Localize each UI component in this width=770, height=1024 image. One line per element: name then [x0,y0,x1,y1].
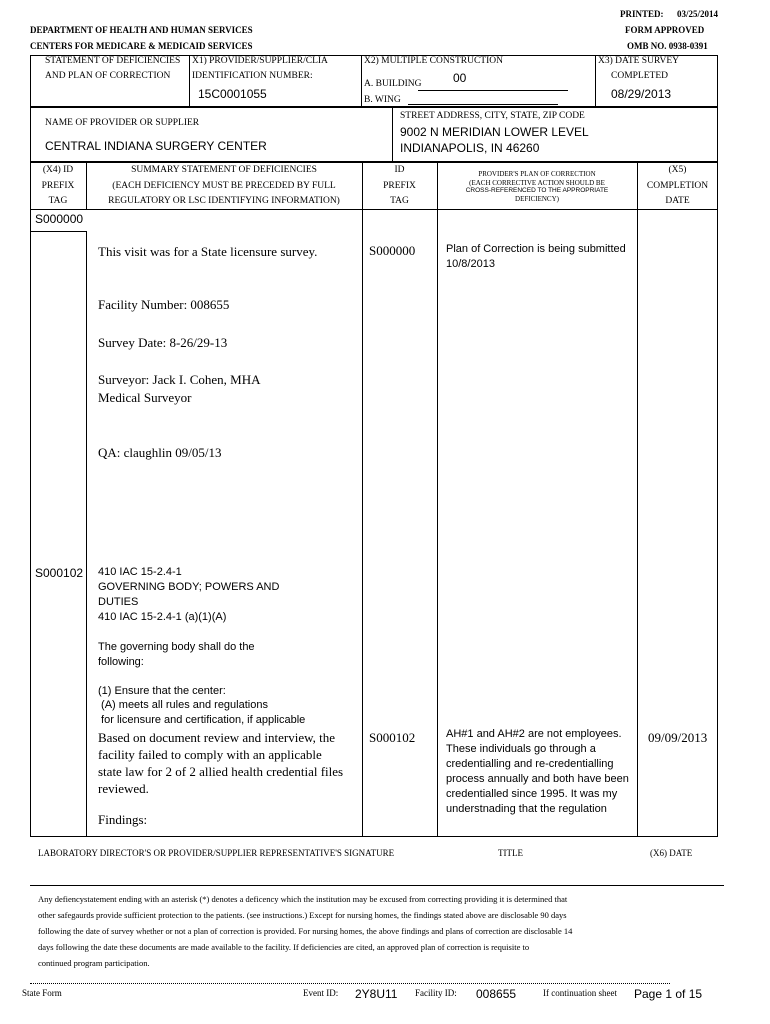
page-number: Page 1 of 15 [634,987,703,1001]
plan-label-4: DEFICIENCY) [515,195,559,203]
plan-label-1: PROVIDER'S PLAN OF CORRECTION [478,170,596,178]
facility-id-label: Facility ID: [415,988,457,998]
regulation-line-1: 410 IAC 15-2.4-1 [98,566,182,578]
provider-name-value: CENTRAL INDIANA SURGERY CENTER [45,139,267,153]
provider-id-value: 15C0001055 [198,87,267,101]
x2-label: X2) MULTIPLE CONSTRUCTION [364,56,503,66]
survey-completed-date: 08/29/2013 [611,87,672,101]
footnote-line-4: days following the date these documents are made available to the facility. If deficiencies are cited, an approved plan of correction is requisite to [38,942,530,952]
footnote-line-5: continued program participation. [38,958,150,968]
facility-id-value: 008655 [476,987,517,1001]
plan-text-1: Plan of Correction is being submitted 10/8/2013 [446,243,626,270]
x3-label-2: COMPLETED [611,71,668,81]
regulation-line-3: DUTIES [98,596,139,608]
disclaimer-footnote [38,891,718,971]
completion-date-s000102: 09/09/2013 [648,730,708,745]
ensure-line-3: for licensure and certification, if applicable [98,714,306,726]
based-on-text: Based on document review and interview, the facility failed to comply with an applicable state law for 2 of 2 allied health credential files reviewed. [98,730,344,796]
provider-name-label: NAME OF PROVIDER OR SUPPLIER [45,118,200,128]
plan-tag-s000000: S000000 [369,243,416,258]
x4-label-3: TAG [48,196,68,206]
event-id-label: Event ID: [303,988,339,998]
footnote-line-1: Any defiencystatement ending with an asterisk (*) denotes a deficency which the institution may be excused from correcting providing it is determined that [38,894,568,904]
id-label-1: ID [394,165,405,175]
centers-title: CENTERS FOR MEDICARE & MEDICAID SERVICES [30,41,253,51]
title-label: TITLE [498,848,523,858]
omb-number: OMB NO. 0938-0391 [627,41,708,51]
plan-tag-s000102: S000102 [369,730,416,745]
governing-body-text: The governing body shall do the following: [98,641,255,668]
regulation-line-2: GOVERNING BODY; POWERS AND [98,581,280,593]
regulation-line-4: 410 IAC 15-2.4-1 (a)(1)(A) [98,611,227,623]
visit-text: This visit was for a State licensure survey. [98,244,318,259]
statement-label-2: AND PLAN OF CORRECTION [45,71,171,81]
printed-date: 03/25/2014 [677,9,719,19]
plan-label-2: (EACH CORRECTIVE ACTION SHOULD BE [469,179,605,187]
address-line-1: 9002 N MERIDIAN LOWER LEVEL [400,125,589,139]
department-title: DEPARTMENT OF HEALTH AND HUMAN SERVICES [30,25,253,35]
wing-label: B. WING [364,95,401,105]
plan-label-3: CROSS-REFERENCED TO THE APPROPRIATE [465,187,609,194]
facility-number: Facility Number: 008655 [98,297,230,312]
building-value: 00 [453,71,467,85]
address-label: STREET ADDRESS, CITY, STATE, ZIP CODE [400,111,585,121]
x1-label-1: X1) PROVIDER/SUPPLIER/CLIA [192,56,328,66]
signature-label: LABORATORY DIRECTOR'S OR PROVIDER/SUPPLIER REPRESENTATIVE'S SIGNATURE [38,848,395,858]
event-id-value: 2Y8U11 [355,987,398,1001]
survey-date: Survey Date: 8-26/29-13 [98,335,228,350]
building-label: A. BUILDING [364,79,422,89]
ensure-line-1: (1) Ensure that the center: [98,685,226,697]
x5-label-1: (X5) [668,165,687,175]
ensure-line-2: (A) meets all rules and regulations [98,699,268,711]
tag-s000000: S000000 [35,212,84,226]
x5-label-2: COMPLETION [646,181,709,191]
statement-label-1: STATEMENT OF DEFICIENCIES [45,56,181,66]
x5-label-3: DATE [665,196,690,206]
id-label-3: TAG [390,196,409,206]
id-label-2: PREFIX [383,181,416,191]
plan-text-2: AH#1 and AH#2 are not employees. These individuals go through a credentialling and re-credentialling process annually and both have been credentialled since 1995. It was my understnading that the regulation [446,728,629,815]
printed-label: PRINTED: [620,9,664,19]
x3-label-1: X3) DATE SURVEY [598,56,680,66]
tag-s000102: S000102 [35,566,84,580]
findings-label: Findings: [98,812,148,827]
x4-label-1: (X4) ID [42,165,74,175]
x4-label-2: PREFIX [41,181,75,191]
qa-line: QA: claughlin 09/05/13 [98,445,222,460]
address-line-2: INDIANAPOLIS, IN 46260 [400,141,540,155]
footnote-line-3: following the date of survey whether or not a plan of correction is provided. For nursing homes, the above findings and plans of correction are disclosable 14 [38,926,573,936]
surveyor-line-2: Medical Surveyor [98,390,192,405]
date-label: (X6) DATE [650,848,693,858]
continuation-label: If continuation sheet [543,988,617,998]
form-approved: FORM APPROVED [625,25,705,35]
summary-label-3: REGULATORY OR LSC IDENTIFYING INFORMATION) [108,196,340,206]
state-form-label: State Form [22,988,62,998]
summary-label-2: (EACH DEFICIENCY MUST BE PRECEDED BY FULL [112,181,336,191]
surveyor-line-1: Surveyor: Jack I. Cohen, MHA [98,372,261,387]
x1-label-2: IDENTIFICATION NUMBER: [192,71,313,81]
footnote-line-2: other safegaurds provide sufficient protection to the patients. (see instructions.) Except for nursing homes, the findings stated above are disclosable 90 days [38,910,567,920]
provider-row [30,107,718,162]
summary-label-1: SUMMARY STATEMENT OF DEFICIENCIES [131,165,317,175]
